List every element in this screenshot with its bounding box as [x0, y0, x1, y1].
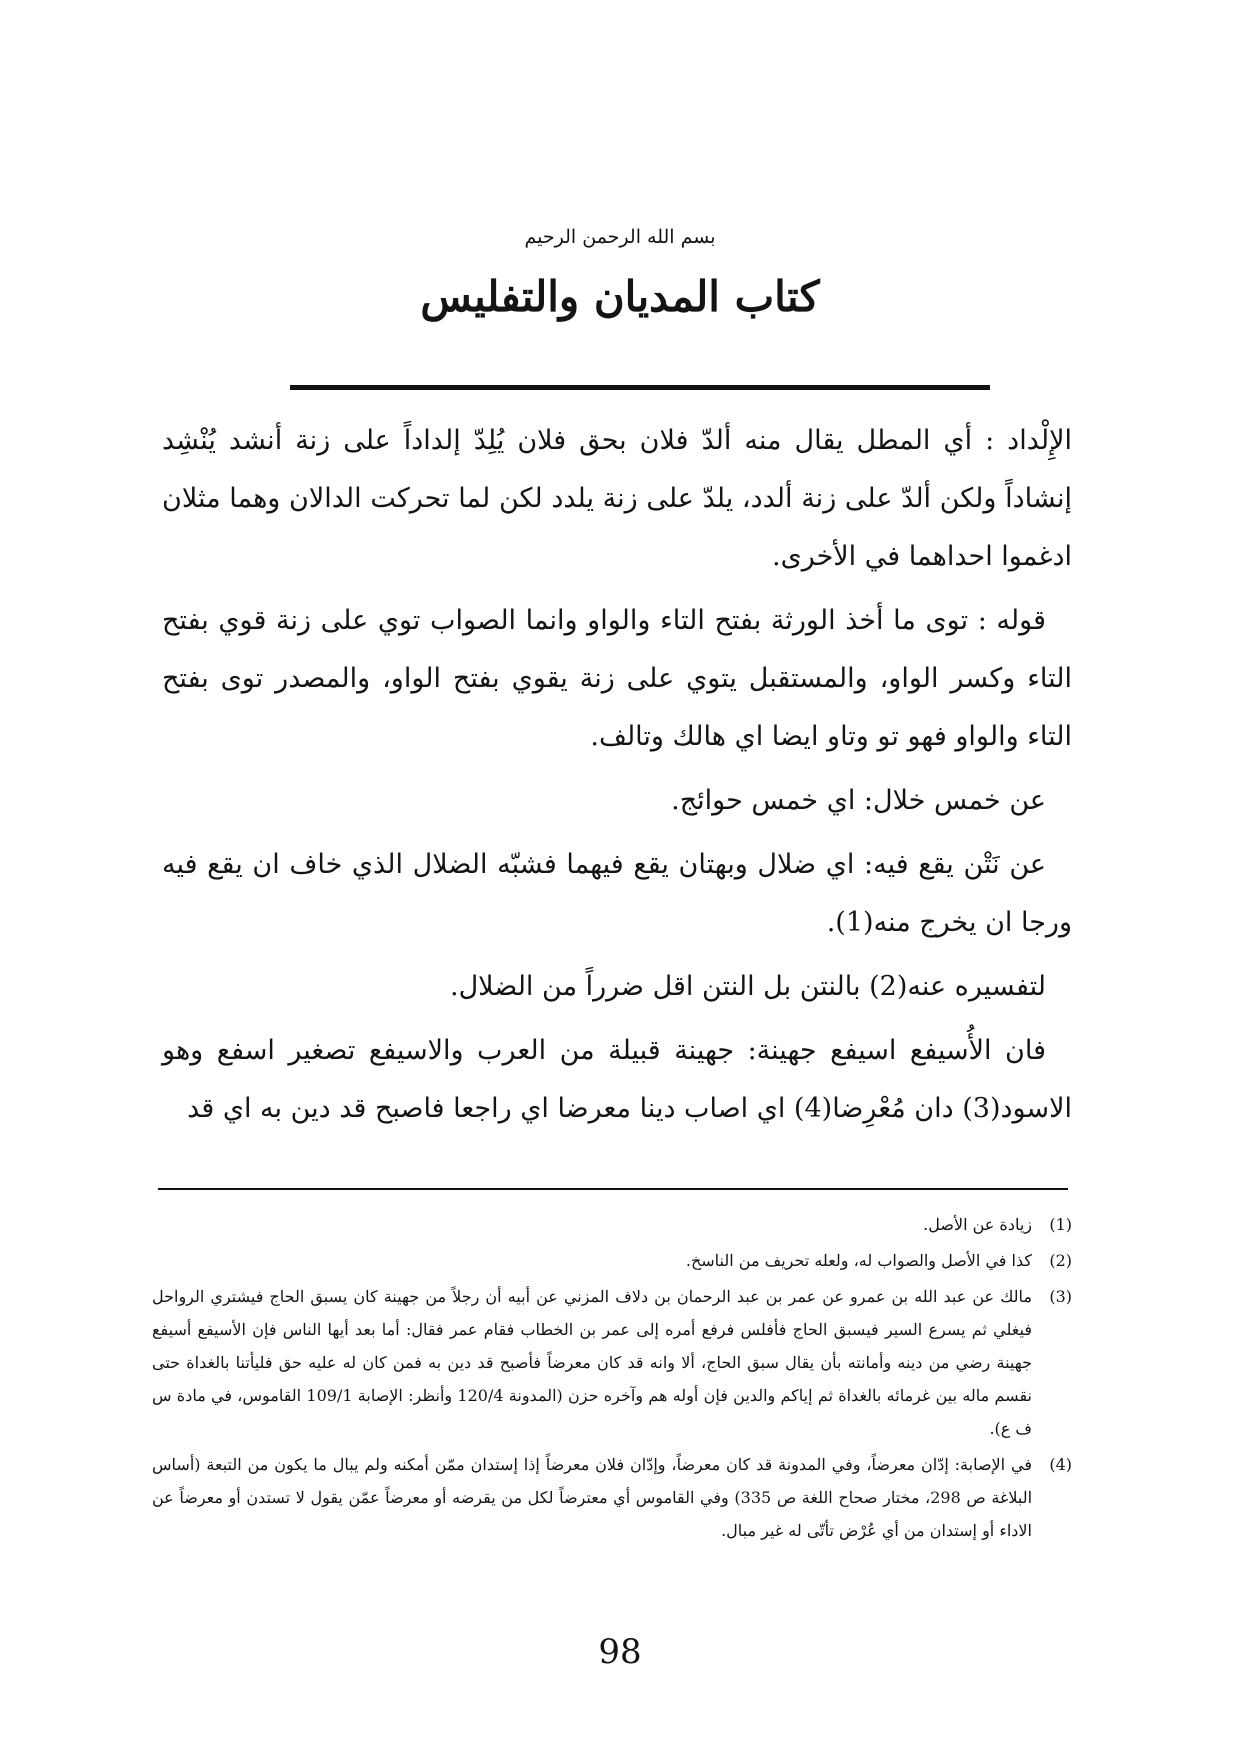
footnote-number: (2) — [1049, 1251, 1072, 1270]
footnote-text: كذا في الأصل والصواب له، ولعله تحريف من الناسخ. — [685, 1251, 1032, 1270]
footnote-text: مالك عن عبد الله بن عمرو عن عمر بن عبد الرحمان بن دلاف المزني عن أبيه أن رجلاً من جهينة كان يسبق الحاج فيشتري الرواحل فيغلي ثم يسرع السير فيسبق الحاج فأفلس فرفع أمره إلى عمر بن الخطاب فقام عمر فقال: أما بعد أيها الناس فإن الأسيفع أسيفع جهينة رضي من دينه وأمانته بأن يقال سبق الحاج، ألا وانه قد كان معرضاً فأصبح قد دين به فمن كان له عليه حق فليأتنا بالغداة حتى نقسم ماله بين غرمائه بالغداة ثم إياكم والدين فإن أوله هم وآخره حزن (المدونة 120/4 وأنظر: الإصابة 109/1 القاموس، في مادة س ف ع). — [152, 1287, 1033, 1438]
footnote-number: (1) — [1049, 1215, 1072, 1234]
footnote-1 — [152, 1208, 1072, 1241]
paragraph-ildad: الإِلْداد : أي المطل يقال منه ألدّ فلان بحق فلان يُلِدّ إلداداً على زنة أنشد يُنْشِد إنشاداً ولكن ألدّ على زنة ألدد، يلدّ على زنة يلدد لكن لما تحركت الدالان وهما مثلان ادغموا احداهما في الأخرى. — [162, 425, 1072, 572]
footnotes — [152, 1208, 1072, 1550]
footnote-divider — [158, 1188, 1068, 1190]
footnote-2 — [152, 1244, 1072, 1277]
footnote-text: زيادة عن الأصل. — [923, 1215, 1032, 1234]
footnote-number: (4) — [1049, 1455, 1072, 1474]
footnote-3 — [152, 1280, 1072, 1445]
paragraph-tawa: قوله : توى ما أخذ الورثة بفتح التاء والواو وانما الصواب توي على زنة قوي بفتح التاء وكسر الواو، والمستقبل يتوي على زنة يقوي بفتح الواو، والمصدر توى بفتح التاء والواو فهو تو وتاو ايضا اي هالك وتالف. — [162, 605, 1072, 752]
paragraph-natn: عن نَتْن يقع فيه: اي ضلال وبهتان يقع فيهما فشبّه الضلال الذي خاف ان يقع فيه ورجا ان يخرج منه(1). — [162, 849, 1072, 938]
page-number: 98 — [598, 1632, 642, 1672]
footnote-4 — [152, 1448, 1072, 1547]
footnote-number: (3) — [1049, 1287, 1072, 1306]
main-text — [162, 412, 1072, 1144]
paragraph-khams-khilal: عن خمس خلال: اي خمس حوائج. — [671, 785, 1046, 816]
title-divider — [290, 385, 990, 390]
basmala: بسم الله الرحمن الرحيم — [524, 226, 716, 248]
paragraph-tafsir: لتفسيره عنه(2) بالنتن بل النتن اقل ضرراً من الضلال. — [449, 971, 1046, 1002]
paragraph-usayfi: فان الأُسيفع اسيفع جهينة: جهينة قبيلة من العرب والاسيفع تصغير اسفع وهو الاسود(3) دان مُعْرِضا(4) اي اصاب دينا معرضا اي راجعا فاصبح قد دين به اي قد — [162, 1035, 1072, 1124]
chapter-title: كتاب المديان والتفليس — [420, 272, 820, 321]
footnote-text: في الإصابة: إدّان معرضاً، وفي المدونة قد كان معرضاً، وإدّان فلان معرضاً إذا إستدان ممّن أمكنه ولم يبال ما يكون من التبعة (أساس البلاغة ص 298، مختار صحاح اللغة ص 335) وفي القاموس أي معترضاً لكل من يقرضه أو معرضاً عمّن يقول لا تستدن أو معرضاً عن الاداء أو إستدان من أي عُرْض تأتّى له غير مبال. — [152, 1455, 1033, 1540]
